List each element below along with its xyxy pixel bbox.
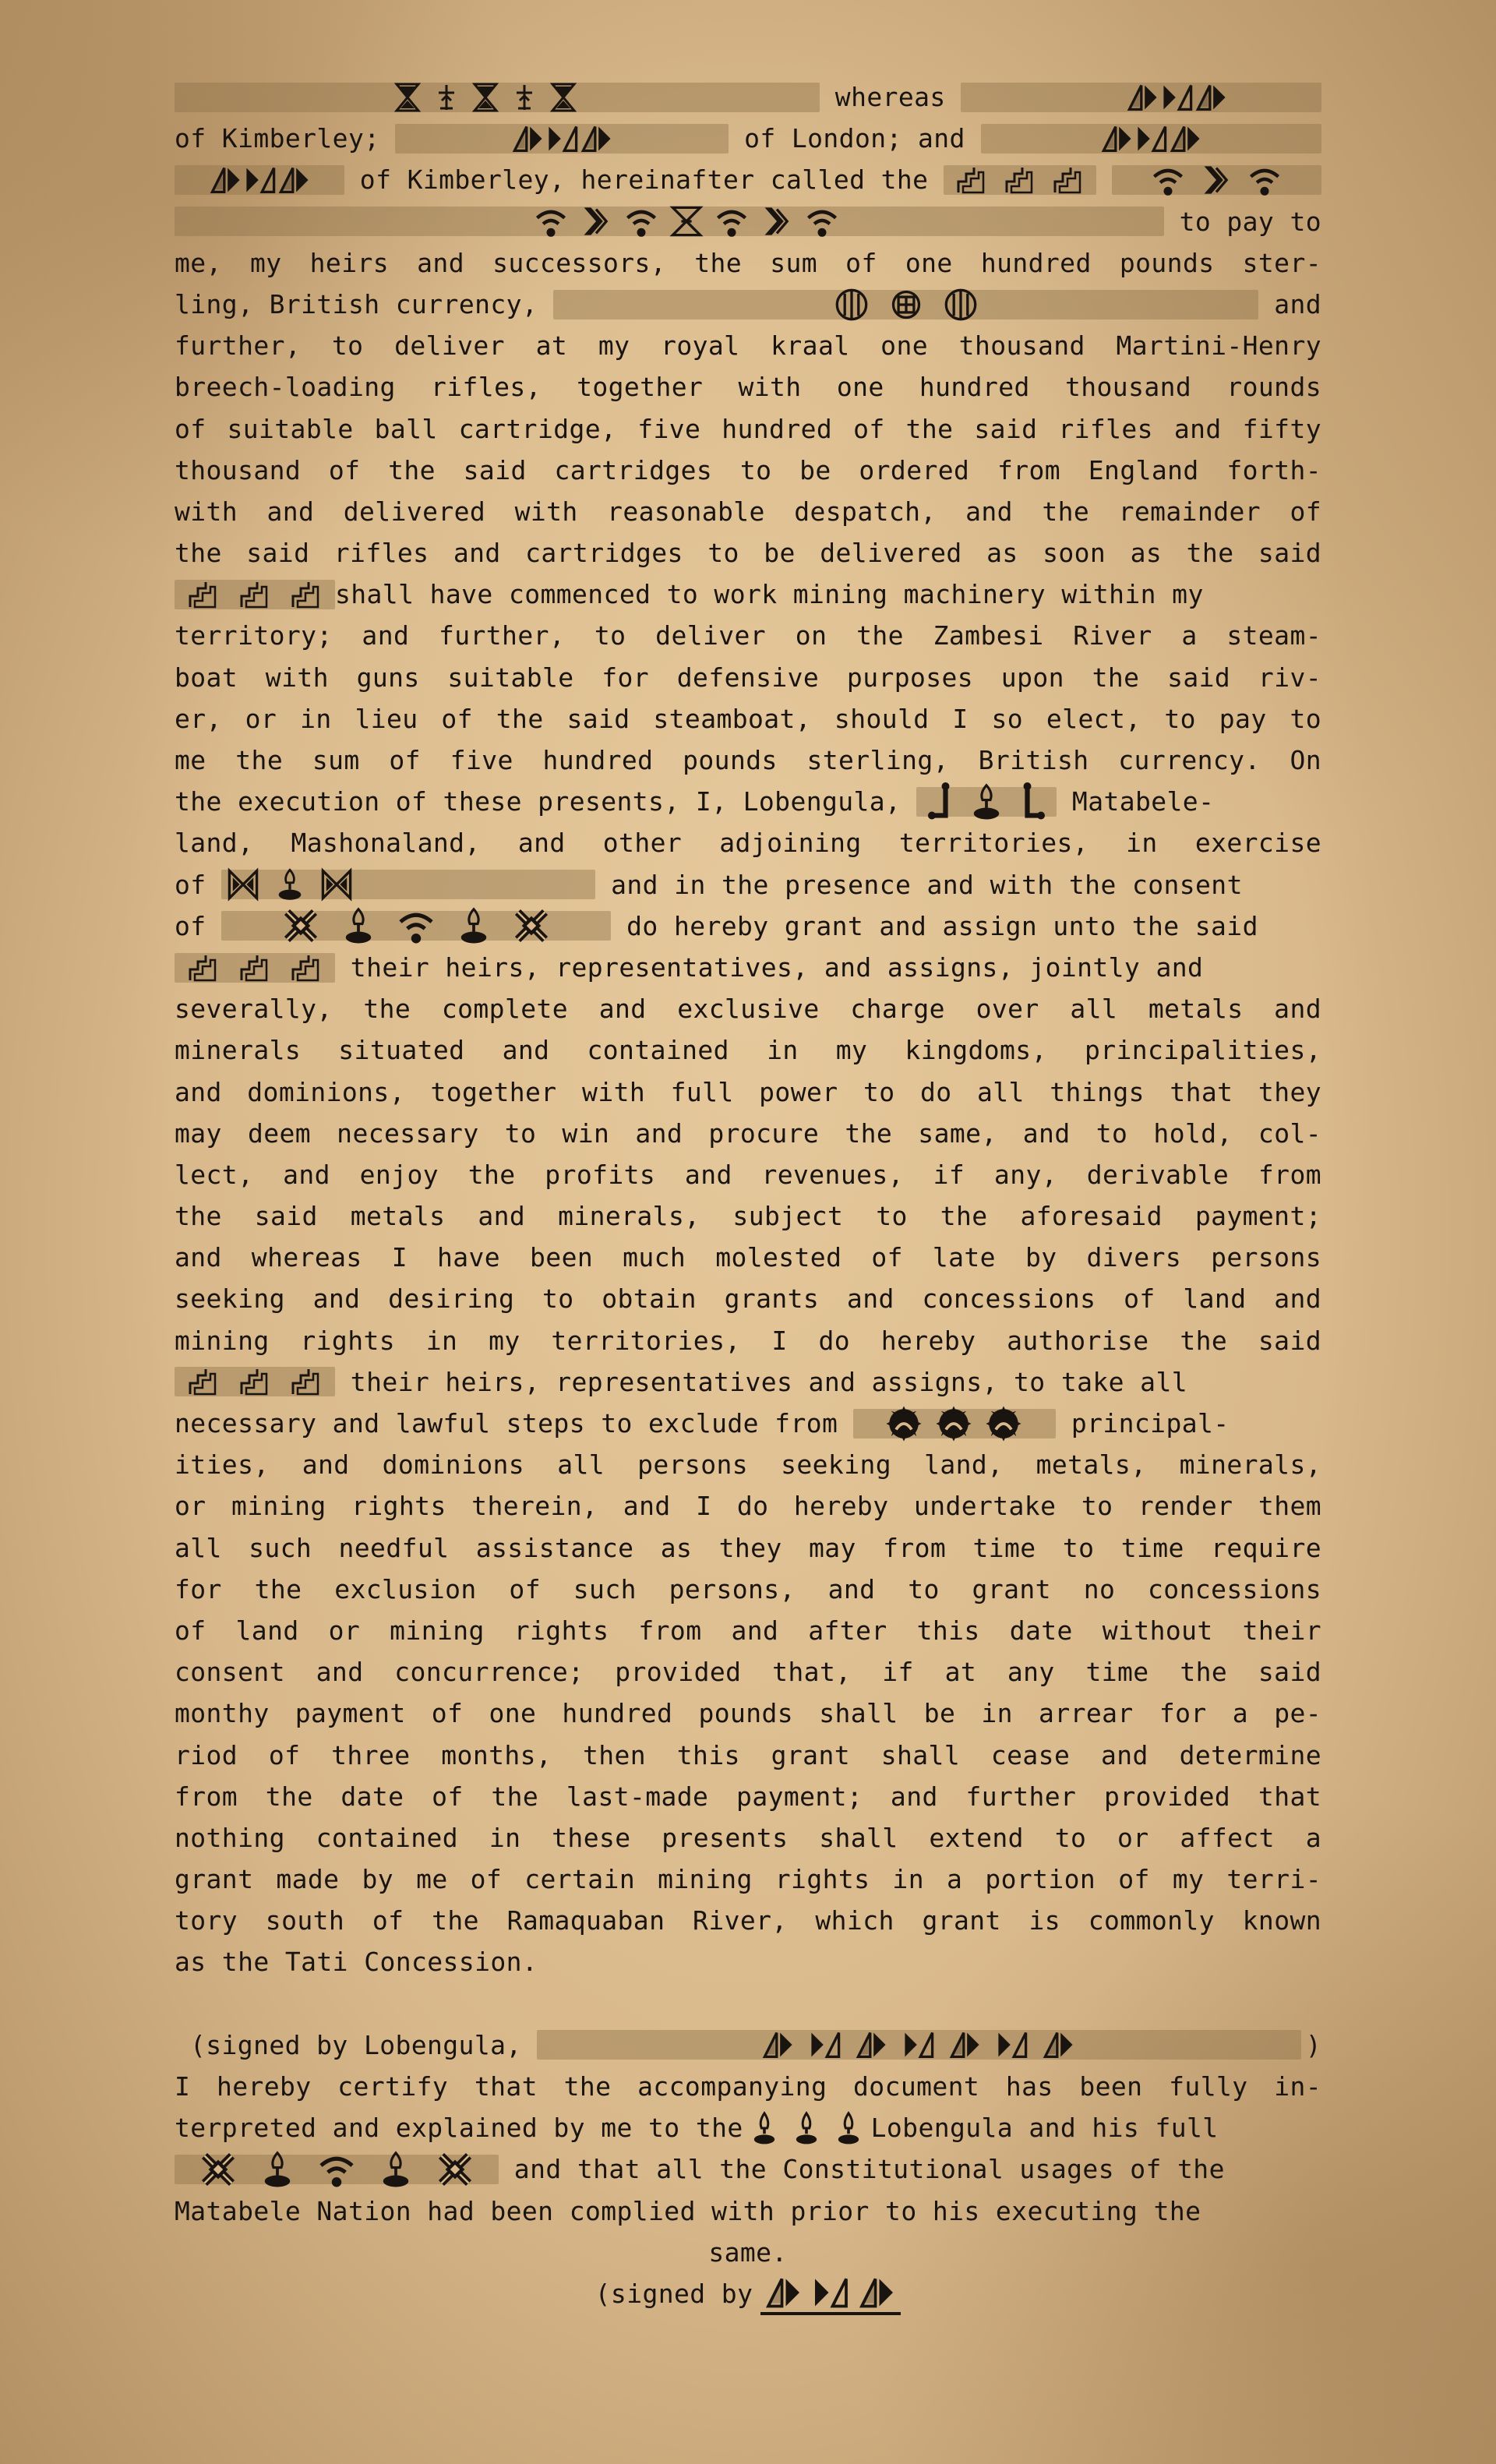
text-line: [175, 2148, 1321, 2190]
line-text: of suitable ball cartridge, five hundred of the said rifles and fifty: [175, 413, 1321, 444]
line-text: of land or mining rights from and after this date without their: [175, 1615, 1321, 1646]
redaction-block: [175, 83, 820, 112]
stepped-stair-glyph-icon: [178, 1366, 331, 1397]
text-line: [175, 1403, 1321, 1444]
line-text: (signed by Lobengula,: [190, 2029, 522, 2060]
redaction-block: [553, 290, 1258, 319]
wifi-arc-glyph-icon: [529, 204, 887, 238]
line-text: mining rights in my territories, I do hereby authorise the said: [175, 1325, 1321, 1356]
line-text: of Kimberley;: [175, 123, 380, 154]
triangle-bowtie-glyph-icon: [760, 2273, 901, 2315]
line-text: I hereby certify that the accompanying document has been fully in-: [175, 2071, 1321, 2102]
redaction-block: [175, 953, 335, 983]
document-body: [175, 76, 1321, 2314]
line-text: lect, and enjoy the profits and revenues, if any, derivable from: [175, 1159, 1321, 1190]
text-line: [175, 947, 1321, 988]
line-text: Matabele Nation had been complied with prior to his executing the: [175, 2195, 1201, 2226]
line-text: and: [1274, 288, 1321, 319]
text-line: [175, 450, 1321, 491]
line-text: territory; and further, to deliver on the Zambesi River a steam-: [175, 620, 1321, 651]
text-line: [175, 1610, 1321, 1651]
text-line: [175, 864, 1321, 905]
text-line: [175, 1154, 1321, 1195]
line-text: Lobengula and his full: [870, 2113, 1219, 2144]
line-text: breech-loading rifles, together with one hundred thousand rounds: [175, 372, 1321, 403]
line-text: as the Tati Concession.: [175, 1947, 538, 1978]
line-text: minerals situated and contained in my kingdoms, principalities,: [175, 1035, 1321, 1066]
line-text: the said rifles and cartridges to be delivered as soon as the said: [175, 538, 1321, 569]
line-text: boat with guns suitable for defensive purposes upon the said riv-: [175, 662, 1321, 693]
text-line: [175, 1941, 1321, 1982]
line-text: of: [175, 910, 206, 941]
redaction-block: [221, 911, 611, 941]
triangle-bowtie-glyph-icon: [1126, 80, 1227, 115]
line-text: shall have commenced to work mining machinery within my: [335, 579, 1204, 610]
redaction-block: [175, 580, 335, 609]
redaction-block: [537, 2030, 1300, 2060]
redaction-block: [981, 124, 1321, 154]
text-line: [175, 1029, 1321, 1071]
text-line: [175, 118, 1321, 159]
line-text: of Kimberley, hereinafter called the: [359, 164, 929, 196]
text-line: [175, 2066, 1321, 2107]
line-text: nothing contained in these presents shall extend to or affect a: [175, 1822, 1321, 1853]
triangle-bowtie-glyph-icon: [209, 163, 310, 197]
text-line: [175, 2232, 1321, 2273]
text-line: [175, 1735, 1321, 1776]
redaction-block: [944, 165, 1096, 195]
bowtie-x-glyph-icon: [221, 867, 362, 902]
text-line: [175, 905, 1321, 947]
text-line: [175, 1444, 1321, 1485]
line-text: severally, the complete and exclusive charge over all metals and: [175, 994, 1321, 1025]
line-text: (signed by: [595, 2278, 753, 2309]
text-line: [175, 1817, 1321, 1859]
sun-gear-glyph-icon: [880, 1404, 1028, 1443]
text-line: [175, 615, 1321, 656]
redaction-block: [853, 1409, 1056, 1439]
line-text: may deem necessary to win and procure the same, and to hold, col-: [175, 1117, 1321, 1149]
stepped-stair-glyph-icon: [947, 164, 1092, 196]
text-line: [175, 781, 1321, 822]
line-text: the said metals and minerals, subject to the aforesaid payment;: [175, 1201, 1321, 1232]
signature-line: [175, 2025, 1321, 2066]
redaction-block: [175, 165, 344, 195]
line-text: for the exclusion of such persons, and to grant no concessions: [175, 1573, 1321, 1604]
line-text: principal-: [1071, 1408, 1230, 1439]
bracket-glyph-icon: [920, 782, 1053, 821]
text-line: [175, 1195, 1321, 1237]
stepped-stair-glyph-icon: [178, 579, 331, 610]
signature-line: [175, 2273, 1321, 2314]
text-line: [175, 574, 1321, 615]
redaction-block: [1112, 165, 1321, 195]
line-text: and that all the Constitutional usages of the: [513, 2154, 1225, 2185]
triangle-bowtie-glyph-icon: [511, 122, 612, 156]
text-line: [175, 1237, 1321, 1278]
line-text: tory south of the Ramaquaban River, which grant is commonly known: [175, 1905, 1321, 1936]
text-line: [175, 988, 1321, 1029]
text-line: [175, 201, 1321, 242]
line-text: ling, British currency,: [175, 288, 538, 319]
text-line: [175, 657, 1321, 698]
line-text: to pay to: [1179, 206, 1321, 237]
line-text: grant made by me of certain mining rights in a portion of my terri-: [175, 1864, 1321, 1895]
line-text: of: [175, 869, 206, 900]
line-text: necessary and lawful steps to exclude from: [175, 1408, 838, 1439]
text-line: [175, 740, 1321, 781]
text-line: [175, 1320, 1321, 1361]
line-text: thousand of the said cartridges to be ordered from England forth-: [175, 454, 1321, 485]
x-cross-glyph-icon: [192, 2150, 481, 2189]
line-text: riod of three months, then this grant shall cease and determine: [175, 1739, 1321, 1770]
line-text: with and delivered with reasonable despatch, and the remainder of: [175, 496, 1321, 527]
redaction-block: [175, 207, 1164, 236]
redaction-block: [175, 2155, 499, 2184]
text-line: [175, 1527, 1321, 1569]
line-text: seeking and desiring to obtain grants and concessions of land and: [175, 1283, 1321, 1315]
text-line: [175, 1569, 1321, 1610]
text-line: [175, 76, 1321, 118]
line-text: their heirs, representatives and assigns, to take all: [350, 1366, 1187, 1397]
line-text: and in the presence and with the consent: [611, 869, 1243, 900]
text-line: [175, 1900, 1321, 1941]
text-line: [175, 1071, 1321, 1113]
line-text: all such needful assistance as they may from time to time require: [175, 1532, 1321, 1563]
text-line: [175, 2190, 1321, 2232]
redaction-block: [916, 787, 1057, 817]
text-line: [175, 822, 1321, 863]
text-line: [175, 1776, 1321, 1817]
text-line: [175, 1113, 1321, 1154]
triangle-bowtie-glyph-icon: [756, 2028, 1083, 2062]
line-text: Matabele-: [1071, 786, 1215, 817]
line-text: and whereas I have been much molested of late by divers persons: [175, 1242, 1321, 1273]
redaction-block: [175, 1367, 335, 1396]
text-line: [175, 2107, 1321, 2148]
text-line: [175, 242, 1321, 284]
text-line: [175, 1485, 1321, 1527]
text-line: [175, 1361, 1321, 1403]
line-text: or mining rights therein, and I do hereby undertake to render them: [175, 1491, 1321, 1522]
line-text: monthy payment of one hundred pounds shall be in arrear for a pe-: [175, 1698, 1321, 1729]
stepped-stair-glyph-icon: [178, 952, 331, 983]
text-line: [175, 1859, 1321, 1900]
text-line: [175, 284, 1321, 325]
text-line: [175, 408, 1321, 450]
line-text: whereas: [834, 82, 946, 112]
line-text: consent and concurrence; provided that, if at any time the said: [175, 1657, 1321, 1688]
line-text: of London; and: [744, 123, 965, 154]
text-line: [175, 532, 1321, 574]
line-text: and dominions, together with full power to do all things that they: [175, 1076, 1321, 1107]
line-text: land, Mashonaland, and other adjoining territories, in exercise: [175, 828, 1321, 859]
line-text: the execution of these presents, I, Lobengula,: [175, 786, 901, 817]
striped-circle-glyph-icon: [828, 288, 984, 322]
text-line: [175, 159, 1321, 200]
line-text: ities, and dominions all persons seeking land, metals, minerals,: [175, 1449, 1321, 1481]
text-line: [175, 1693, 1321, 1734]
redaction-block: [395, 124, 729, 154]
line-text: from the date of the last-made payment; and further provided that: [175, 1781, 1321, 1812]
text-line: [175, 325, 1321, 366]
line-text: do hereby grant and assign unto the said: [626, 910, 1258, 941]
line-text: their heirs, representatives, and assigns, jointly and: [350, 951, 1204, 983]
redaction-block: [221, 870, 595, 899]
drop-glyph-icon: [743, 2109, 871, 2147]
redaction-block: [961, 83, 1321, 112]
wifi-arc-glyph-icon: [1145, 163, 1290, 197]
line-text: er, or in lieu of the said steamboat, should I so elect, to pay to: [175, 703, 1321, 734]
hourglass-glyph-icon: [392, 82, 602, 113]
triangle-bowtie-glyph-icon: [1100, 122, 1201, 156]
line-text: me the sum of five hundred pounds sterling, British currency. On: [175, 745, 1321, 775]
line-text: me, my heirs and successors, the sum of one hundred pounds ster-: [175, 247, 1321, 278]
text-line: [175, 491, 1321, 532]
text-line: [175, 1651, 1321, 1693]
text-line: [175, 366, 1321, 408]
text-line: [175, 698, 1321, 740]
x-cross-glyph-icon: [276, 906, 556, 945]
line-text: terpreted and explained by me to the: [175, 2113, 743, 2144]
line-text: further, to deliver at my royal kraal one thousand Martini-Henry: [175, 330, 1321, 362]
line-text: same.: [708, 2236, 788, 2268]
line-text: ): [1305, 2029, 1321, 2060]
text-line: [175, 1278, 1321, 1319]
